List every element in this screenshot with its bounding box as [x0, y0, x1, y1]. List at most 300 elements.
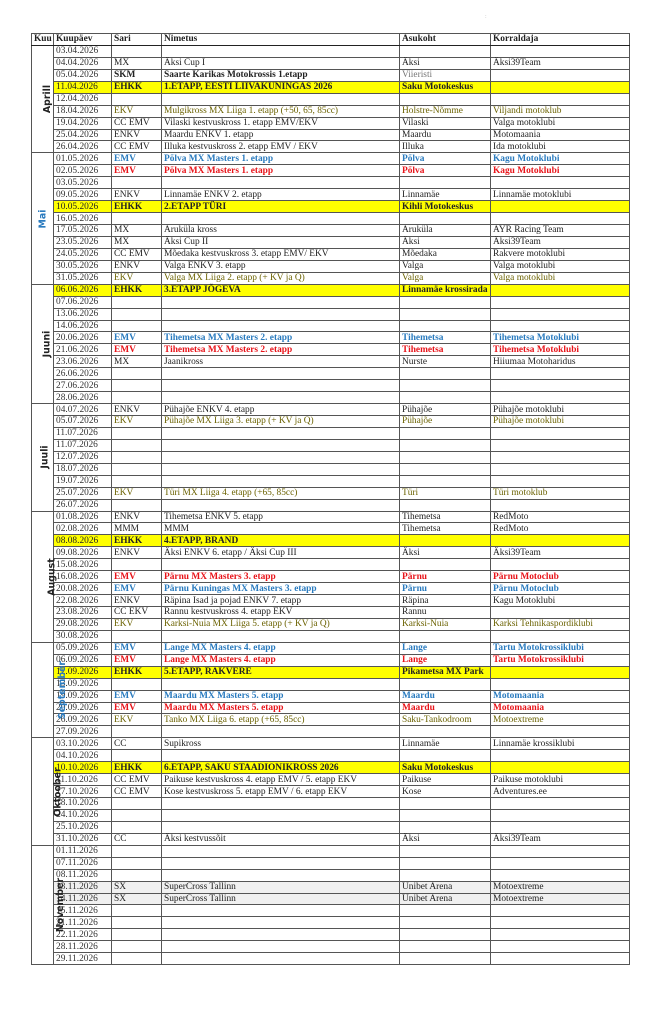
location-cell: [400, 678, 491, 690]
date-cell: 20.08.2026: [54, 583, 112, 595]
location-cell: Äksi: [400, 547, 491, 559]
event-name-cell: 5.ETAPP, RAKVERE: [162, 666, 400, 678]
event-name-cell: 1.ETAPP, EESTI LIIVAKUNINGAS 2026: [162, 81, 400, 93]
table-row: [32, 702, 630, 714]
event-name-cell: Türi MX Liiga 4. etapp (+65, 85cc): [162, 487, 400, 499]
series-cell: [112, 941, 162, 953]
event-name-cell: MMM: [162, 523, 400, 535]
location-cell: [400, 475, 491, 487]
organizer-cell: [491, 917, 630, 929]
table-row: [32, 833, 630, 845]
organizer-cell: [491, 69, 630, 81]
event-name-cell: Maardu ENKV 1. etapp: [162, 129, 400, 141]
location-cell: Karksi-Nuia: [400, 618, 491, 630]
event-name-cell: [162, 726, 400, 738]
organizer-cell: [491, 941, 630, 953]
date-cell: 03.04.2026: [54, 45, 112, 57]
organizer-cell: Motomaania: [491, 702, 630, 714]
organizer-cell: Viljandi motoklub: [491, 105, 630, 117]
organizer-cell: Karksi Tehnikaspordiklubi: [491, 618, 630, 630]
month-label: Mai: [37, 209, 49, 228]
stray-mark: :: [485, 14, 487, 20]
location-cell: Saku Motokeskus: [400, 762, 491, 774]
series-cell: [112, 929, 162, 941]
event-name-cell: [162, 177, 400, 189]
event-name-cell: [162, 475, 400, 487]
date-cell: 07.06.2026: [54, 296, 112, 308]
event-name-cell: [162, 380, 400, 392]
table-row: [32, 941, 630, 953]
organizer-cell: [491, 798, 630, 810]
organizer-cell: [491, 929, 630, 941]
header-date: Kuupäev: [54, 34, 112, 46]
month-label: Juuni: [41, 330, 53, 358]
event-name-cell: Mõedaka kestvuskross 3. etapp EMV/ EKV: [162, 248, 400, 260]
table-row: [32, 547, 630, 559]
series-cell: SKM: [112, 69, 162, 81]
location-cell: [400, 451, 491, 463]
table-row: [32, 821, 630, 833]
series-cell: CC EMV: [112, 117, 162, 129]
organizer-cell: [491, 953, 630, 965]
series-cell: EMV: [112, 654, 162, 666]
series-cell: CC: [112, 833, 162, 845]
series-cell: ENKV: [112, 260, 162, 272]
date-cell: 21.11.2026: [54, 917, 112, 929]
date-cell: 23.06.2026: [54, 356, 112, 368]
organizer-cell: [491, 559, 630, 571]
table-row: [32, 666, 630, 678]
table-row: [32, 201, 630, 213]
organizer-cell: Äksi39Team: [491, 547, 630, 559]
date-cell: 17.10.2026: [54, 786, 112, 798]
series-cell: [112, 451, 162, 463]
event-name-cell: Põlva MX Masters 1. etapp: [162, 165, 400, 177]
event-name-cell: [162, 630, 400, 642]
date-cell: 18.07.2026: [54, 463, 112, 475]
event-name-cell: [162, 941, 400, 953]
event-name-cell: Paikuse kestvuskross 4. etapp EMV / 5. etapp EKV: [162, 774, 400, 786]
date-cell: 12.09.2026: [54, 666, 112, 678]
date-cell: 27.09.2026: [54, 726, 112, 738]
table-row: [32, 798, 630, 810]
series-cell: [112, 678, 162, 690]
header-organizer: Korraldaja: [491, 34, 630, 46]
table-row: [32, 642, 630, 654]
organizer-cell: Paikuse motoklubi: [491, 774, 630, 786]
event-name-cell: [162, 308, 400, 320]
table-row: [32, 308, 630, 320]
location-cell: [400, 93, 491, 105]
event-name-cell: Supikross: [162, 738, 400, 750]
event-name-cell: [162, 798, 400, 810]
location-cell: Mõedaka: [400, 248, 491, 260]
date-cell: 10.05.2026: [54, 201, 112, 213]
date-cell: 24.10.2026: [54, 809, 112, 821]
series-cell: CC EMV: [112, 786, 162, 798]
series-cell: [112, 45, 162, 57]
series-cell: EKV: [112, 618, 162, 630]
organizer-cell: [491, 451, 630, 463]
organizer-cell: [491, 427, 630, 439]
series-cell: [112, 499, 162, 511]
series-cell: EHKK: [112, 666, 162, 678]
calendar-table: [31, 33, 630, 965]
series-cell: [112, 905, 162, 917]
series-cell: EKV: [112, 105, 162, 117]
table-row: [32, 869, 630, 881]
table-row: [32, 225, 630, 237]
location-cell: [400, 857, 491, 869]
location-cell: Vilaski: [400, 117, 491, 129]
event-name-cell: Äksi Cup II: [162, 236, 400, 248]
location-cell: [400, 380, 491, 392]
location-cell: [400, 296, 491, 308]
organizer-cell: [491, 809, 630, 821]
event-name-cell: Linnamäe ENKV 2. etapp: [162, 189, 400, 201]
date-cell: 07.11.2026: [54, 857, 112, 869]
series-cell: MMM: [112, 523, 162, 535]
organizer-cell: Motoextreme: [491, 714, 630, 726]
location-cell: [400, 559, 491, 571]
header-name: Nimetus: [162, 34, 400, 46]
location-cell: [400, 535, 491, 547]
location-cell: Põlva: [400, 153, 491, 165]
location-cell: Linnamäe: [400, 189, 491, 201]
date-cell: 08.11.2026: [54, 869, 112, 881]
location-cell: [400, 821, 491, 833]
table-row: [32, 917, 630, 929]
header-location: Asukoht: [400, 34, 491, 46]
organizer-cell: Kagu Motoklubi: [491, 595, 630, 607]
location-cell: Nurste: [400, 356, 491, 368]
series-cell: EHKK: [112, 284, 162, 296]
event-name-cell: Äksi ENKV 6. etapp / Äksi Cup III: [162, 547, 400, 559]
header-row: [32, 34, 630, 46]
table-row: [32, 905, 630, 917]
series-cell: MX: [112, 356, 162, 368]
event-name-cell: SuperCross Tallinn: [162, 893, 400, 905]
table-row: [32, 356, 630, 368]
event-name-cell: 4.ETAPP, BRAND: [162, 535, 400, 547]
organizer-cell: [491, 81, 630, 93]
table-row: [32, 595, 630, 607]
event-name-cell: [162, 905, 400, 917]
organizer-cell: RedMoto: [491, 511, 630, 523]
location-cell: Tihemetsa: [400, 523, 491, 535]
date-cell: 15.11.2026: [54, 905, 112, 917]
table-row: [32, 738, 630, 750]
table-row: [32, 714, 630, 726]
organizer-cell: Tartu Motokrossiklubi: [491, 642, 630, 654]
table-row: [32, 439, 630, 451]
organizer-cell: [491, 93, 630, 105]
table-row: [32, 93, 630, 105]
date-cell: 06.09.2026: [54, 654, 112, 666]
table-row: [32, 809, 630, 821]
organizer-cell: Rakvere motoklubi: [491, 248, 630, 260]
event-name-cell: [162, 93, 400, 105]
table-row: [32, 953, 630, 965]
table-row: [32, 332, 630, 344]
date-cell: 30.05.2026: [54, 260, 112, 272]
event-name-cell: Maardu MX Masters 5. etapp: [162, 702, 400, 714]
location-cell: Unibet Arena: [400, 893, 491, 905]
series-cell: MX: [112, 225, 162, 237]
location-cell: [400, 869, 491, 881]
date-cell: 08.08.2026: [54, 535, 112, 547]
date-cell: 16.05.2026: [54, 213, 112, 225]
event-name-cell: Äksi kestvussõit: [162, 833, 400, 845]
location-cell: [400, 368, 491, 380]
date-cell: 14.06.2026: [54, 320, 112, 332]
month-label: Aprill: [42, 85, 54, 114]
date-cell: 22.08.2026: [54, 595, 112, 607]
location-cell: Valga: [400, 260, 491, 272]
series-cell: EKV: [112, 272, 162, 284]
location-cell: Lange: [400, 654, 491, 666]
location-cell: [400, 439, 491, 451]
series-cell: ENKV: [112, 595, 162, 607]
organizer-cell: [491, 296, 630, 308]
organizer-cell: Pühajõe motoklubi: [491, 404, 630, 416]
organizer-cell: Valga motoklubi: [491, 272, 630, 284]
date-cell: 11.04.2026: [54, 81, 112, 93]
series-cell: SX: [112, 881, 162, 893]
organizer-cell: Pühajõe motoklubi: [491, 416, 630, 428]
location-cell: Maardu: [400, 690, 491, 702]
event-name-cell: Saarte Karikas Motokrossis 1.etapp: [162, 69, 400, 81]
date-cell: 15.08.2026: [54, 559, 112, 571]
series-cell: EHKK: [112, 762, 162, 774]
event-name-cell: [162, 392, 400, 404]
series-cell: ENKV: [112, 404, 162, 416]
date-cell: 28.06.2026: [54, 392, 112, 404]
table-row: [32, 881, 630, 893]
series-cell: EMV: [112, 702, 162, 714]
series-cell: SX: [112, 893, 162, 905]
date-cell: 26.07.2026: [54, 499, 112, 511]
event-name-cell: Jaanikross: [162, 356, 400, 368]
table-row: [32, 571, 630, 583]
table-row: [32, 189, 630, 201]
event-name-cell: Pärnu MX Masters 3. etapp: [162, 571, 400, 583]
table-row: [32, 726, 630, 738]
organizer-cell: [491, 535, 630, 547]
series-cell: CC EMV: [112, 141, 162, 153]
organizer-cell: [491, 320, 630, 332]
location-cell: Paikuse: [400, 774, 491, 786]
event-name-cell: [162, 845, 400, 857]
organizer-cell: [491, 869, 630, 881]
series-cell: [112, 296, 162, 308]
series-cell: [112, 463, 162, 475]
series-cell: ENKV: [112, 511, 162, 523]
table-row: [32, 105, 630, 117]
series-cell: [112, 869, 162, 881]
table-row: [32, 320, 630, 332]
series-cell: EMV: [112, 690, 162, 702]
organizer-cell: AYR Racing Team: [491, 225, 630, 237]
date-cell: 05.04.2026: [54, 69, 112, 81]
event-name-cell: 3.ETAPP JÕGEVA: [162, 284, 400, 296]
event-name-cell: Rannu kestvuskross 4. etapp EKV: [162, 607, 400, 619]
location-cell: Türi: [400, 487, 491, 499]
organizer-cell: Äksi39Team: [491, 833, 630, 845]
table-row: [32, 535, 630, 547]
location-cell: [400, 630, 491, 642]
table-row: [32, 929, 630, 941]
date-cell: 13.09.2026: [54, 678, 112, 690]
date-cell: 11.07.2026: [54, 439, 112, 451]
organizer-cell: [491, 368, 630, 380]
date-cell: 04.04.2026: [54, 57, 112, 69]
series-cell: EMV: [112, 583, 162, 595]
series-cell: [112, 821, 162, 833]
date-cell: 16.08.2026: [54, 571, 112, 583]
location-cell: Pühajõe: [400, 404, 491, 416]
series-cell: [112, 953, 162, 965]
location-cell: [400, 427, 491, 439]
organizer-cell: [491, 666, 630, 678]
location-cell: Holstre-Nõmme: [400, 105, 491, 117]
organizer-cell: Ida motoklubi: [491, 141, 630, 153]
table-row: [32, 774, 630, 786]
table-row: [32, 607, 630, 619]
organizer-cell: [491, 475, 630, 487]
event-name-cell: [162, 678, 400, 690]
organizer-cell: [491, 439, 630, 451]
series-cell: EMV: [112, 344, 162, 356]
organizer-cell: Kagu Motoklubi: [491, 153, 630, 165]
organizer-cell: Motomaania: [491, 129, 630, 141]
event-name-cell: [162, 821, 400, 833]
location-cell: [400, 320, 491, 332]
location-cell: Pärnu: [400, 583, 491, 595]
header-sari: Sari: [112, 34, 162, 46]
event-name-cell: Pärnu Kuningas MX Masters 3. etapp: [162, 583, 400, 595]
date-cell: 14.11.2026: [54, 893, 112, 905]
header-kuu: Kuu: [32, 34, 54, 46]
table-row: [32, 260, 630, 272]
month-label-cell: [32, 738, 64, 845]
location-cell: Linnamäe krossirada: [400, 284, 491, 296]
date-cell: 09.05.2026: [54, 189, 112, 201]
date-cell: 10.10.2026: [54, 762, 112, 774]
series-cell: [112, 917, 162, 929]
series-cell: EKV: [112, 487, 162, 499]
month-label-cell: [32, 642, 69, 738]
month-label: September: [57, 661, 69, 720]
location-cell: Aruküla: [400, 225, 491, 237]
table-row: [32, 380, 630, 392]
month-label-cell: [32, 153, 54, 284]
date-cell: 19.04.2026: [54, 117, 112, 129]
event-name-cell: Vilaski kestvuskross 1. etapp EMV/EKV: [162, 117, 400, 129]
table-row: [32, 45, 630, 57]
location-cell: Pühajõe: [400, 416, 491, 428]
event-name-cell: Aruküla kross: [162, 225, 400, 237]
table-row: [32, 177, 630, 189]
series-cell: MX: [112, 57, 162, 69]
table-row: [32, 272, 630, 284]
month-label-cell: [32, 404, 54, 511]
organizer-cell: [491, 284, 630, 296]
organizer-cell: Tihemetsa Motoklubi: [491, 332, 630, 344]
event-name-cell: [162, 809, 400, 821]
date-cell: 01.05.2026: [54, 153, 112, 165]
location-cell: Äksi: [400, 57, 491, 69]
location-cell: Räpina: [400, 595, 491, 607]
organizer-cell: Hiiumaa Motoharidus: [491, 356, 630, 368]
month-label: August: [46, 557, 58, 596]
event-name-cell: Maardu MX Masters 5. etapp: [162, 690, 400, 702]
event-name-cell: Valga ENKV 3. etapp: [162, 260, 400, 272]
series-cell: [112, 368, 162, 380]
series-cell: [112, 475, 162, 487]
date-cell: 26.09.2026: [54, 714, 112, 726]
table-row: [32, 344, 630, 356]
event-name-cell: [162, 427, 400, 439]
table-row: [32, 129, 630, 141]
event-name-cell: Põlva MX Masters 1. etapp: [162, 153, 400, 165]
date-cell: 04.07.2026: [54, 404, 112, 416]
table-row: [32, 630, 630, 642]
organizer-cell: Tihemetsa Motoklubi: [491, 344, 630, 356]
event-name-cell: Tanko MX Liiga 6. etapp (+65, 85cc): [162, 714, 400, 726]
series-cell: [112, 630, 162, 642]
table-row: [32, 141, 630, 153]
date-cell: 03.10.2026: [54, 738, 112, 750]
date-cell: 02.08.2026: [54, 523, 112, 535]
date-cell: 03.05.2026: [54, 177, 112, 189]
event-name-cell: Äksi Cup I: [162, 57, 400, 69]
event-name-cell: Lange MX Masters 4. etapp: [162, 642, 400, 654]
table-row: [32, 475, 630, 487]
table-row: [32, 523, 630, 535]
series-cell: EMV: [112, 332, 162, 344]
date-cell: 02.05.2026: [54, 165, 112, 177]
series-cell: EKV: [112, 714, 162, 726]
location-cell: [400, 213, 491, 225]
event-name-cell: [162, 451, 400, 463]
event-name-cell: SuperCross Tallinn: [162, 881, 400, 893]
date-cell: 19.09.2026: [54, 690, 112, 702]
series-cell: MX: [112, 236, 162, 248]
location-cell: Äksi: [400, 236, 491, 248]
table-row: [32, 368, 630, 380]
series-cell: CC EMV: [112, 774, 162, 786]
organizer-cell: [491, 845, 630, 857]
location-cell: Tihemetsa: [400, 344, 491, 356]
organizer-cell: Äksi39Team: [491, 57, 630, 69]
event-name-cell: Tihemetsa ENKV 5. etapp: [162, 511, 400, 523]
organizer-cell: Pärnu Motoclub: [491, 571, 630, 583]
location-cell: [400, 809, 491, 821]
event-name-cell: [162, 45, 400, 57]
event-name-cell: Pühajõe MX Liiga 3. etapp (+ KV ja Q): [162, 416, 400, 428]
organizer-cell: [491, 392, 630, 404]
location-cell: Äksi: [400, 833, 491, 845]
location-cell: Saku-Tankodroom: [400, 714, 491, 726]
series-cell: EMV: [112, 153, 162, 165]
event-name-cell: 6.ETAPP, SAKU STAADIONIKROSS 2026: [162, 762, 400, 774]
table-row: [32, 392, 630, 404]
organizer-cell: [491, 630, 630, 642]
table-row: [32, 499, 630, 511]
series-cell: [112, 380, 162, 392]
organizer-cell: RedMoto: [491, 523, 630, 535]
